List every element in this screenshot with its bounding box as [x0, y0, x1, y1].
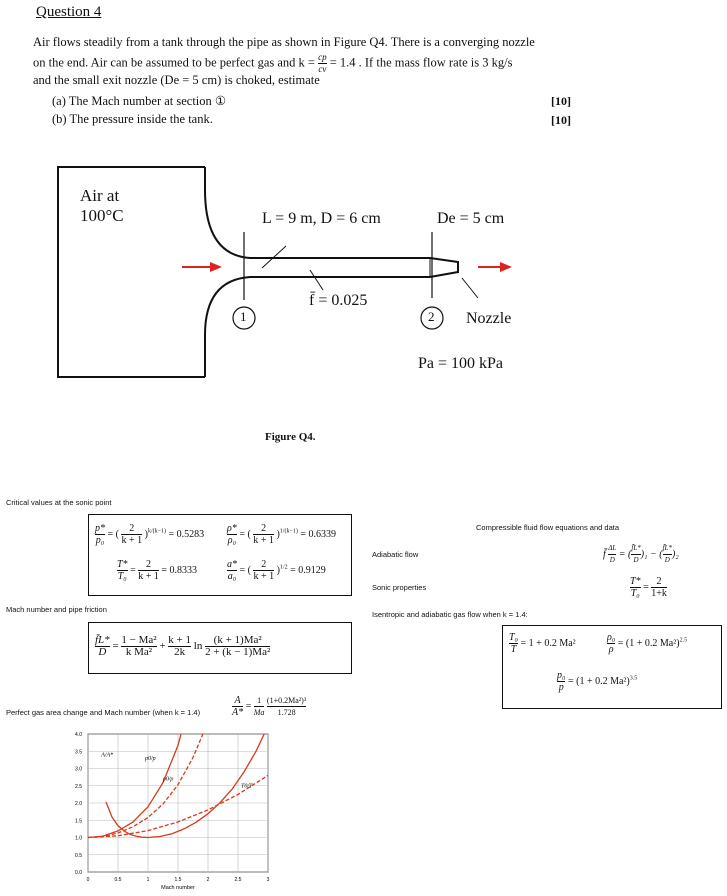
part-a: (a) The Mach number at section ①: [52, 94, 227, 108]
y-tick-label: 3.0: [75, 766, 82, 773]
area-equation: $\frac{A}{A*}$ = $\frac{1}{Ma}$ $\frac{\text{(1+0.2Ma²)³}}{1.728}$: [232, 695, 307, 718]
compressible-title: Compressible fluid flow equations and data: [476, 523, 620, 532]
pipe-label: L = 9 m, D = 6 cm: [262, 210, 381, 227]
critical-values-box: $\frac{p*}{\text{p₀}}$ = ( $\frac{2}{k + 1}$ )$^{k/(k-1)}$ = 0.5283 $\frac{\rho*}{\text{ρ₀}}$ = ( $\frac{2}{k + 1}$ )$^{1/(k-1)}$ = 0.6339 $\frac{T*}{\text{T₀}}$ = $\frac{2}{k + 1}$ = 0.8333 $\frac{a*}{\text{a₀}}$ = ( $\frac{2}{k + 1}$ )$^{1/2}$ = 0.9129: [88, 514, 352, 596]
part-b: (b) The pressure inside the tank.: [52, 112, 213, 126]
sonic-label: Sonic properties: [372, 583, 427, 592]
part-b-marks: [10]: [551, 113, 571, 127]
mach-friction-title: Mach number and pipe friction: [6, 605, 107, 614]
question-line-1: Air flows steadily from a tank through the pipe as shown in Figure Q4. There is a converging nozzle: [33, 35, 535, 49]
fanno-box: $\frac{f̄L*}{D}$ = $\frac{\text{1 − Ma²}}{\text{k Ma²}}$ + $\frac{k + 1}{2k}$ ln $\frac{\text{(k + 1)Ma²}}{\text{2 + (k − 1)Ma²}}$: [88, 622, 352, 674]
curve-label-2: ρ0/ρ: [163, 776, 174, 783]
exit-diameter-label: De = 5 cm: [437, 210, 505, 227]
section-2-label: 2: [428, 309, 435, 324]
section-1-label: 1: [240, 309, 247, 324]
part-a-marks: [10]: [551, 94, 571, 108]
y-tick-label: 1.5: [75, 818, 82, 825]
area-title: Perfect gas area change and Mach number (when k = 1.4): [6, 708, 201, 717]
y-tick-label: 0.5: [75, 852, 82, 859]
y-tick-label: 2.5: [75, 783, 82, 790]
question-title: Question 4: [36, 4, 102, 20]
ambient-pressure-label: Pa = 100 kPa: [418, 355, 504, 372]
y-tick-label: 0.0: [75, 870, 82, 876]
isentropic-label: Isentropic and adiabatic gas flow when k = 1.4:: [372, 610, 528, 619]
isentropic-ratio-chart: [60, 728, 290, 896]
tank-label-1: Air at: [80, 186, 120, 205]
y-tick-label: 3.5: [75, 749, 82, 756]
tank-label-2: 100°C: [80, 206, 124, 225]
isentropic-box: $\frac{\text{T₀}}{T}$ = 1 + 0.2 Ma² $\frac{\text{ρ₀}}{\rho}$ = (1 + 0.2 Ma²)$^{2.5}$ $\frac{\text{p₀}}{p}$ = (1 + 0.2 Ma²)$^{3.5}$: [502, 625, 722, 709]
critical-title: Critical values at the sonic point: [6, 498, 112, 507]
question-line-3: and the small exit nozzle (De = 5 cm) is choked, estimate: [33, 73, 320, 87]
adiabatic-label: Adiabatic flow: [372, 550, 419, 559]
curve-label-3: T0/T: [241, 783, 253, 790]
friction-label: f̄ = 0.025: [309, 292, 368, 309]
curve-label-1: p0/p: [145, 755, 156, 762]
adiabatic-equation: f̄ $\frac{\Delta L}{D}$ = ( $\frac{f̄L*}{D}$ )₁ − ( $\frac{f̄L*}{D}$ )₂: [603, 544, 679, 564]
sonic-equation: $\frac{T*}{\text{T₀}}$ = $\frac{2}{1+k}$: [630, 576, 667, 599]
nozzle-label: Nozzle: [466, 310, 512, 327]
x-tick-label: 0: [86, 877, 90, 883]
x-tick-label: 0.5: [114, 877, 122, 883]
x-tick-label: 1.5: [174, 877, 182, 883]
x-tick-label: 1: [146, 877, 150, 883]
figure-caption: Figure Q4.: [265, 431, 316, 443]
x-tick-label: 2: [206, 877, 210, 883]
curve-label-0: A/A*: [101, 752, 114, 759]
y-tick-label: 4.0: [75, 732, 82, 738]
nozzle: [430, 258, 458, 277]
x-axis-label: Mach number: [161, 885, 195, 891]
y-tick-label: 1.0: [75, 835, 82, 842]
x-tick-label: 2.5: [234, 877, 242, 883]
y-tick-label: 2.0: [75, 801, 82, 807]
x-tick-label: 3: [266, 877, 270, 883]
question-line-2: on the end. Air can be assumed to be perfect gas and k = $\frac{cp}{cv}$ = 1.4 . If the mass flow rate is 3 kg/s: [33, 52, 513, 74]
